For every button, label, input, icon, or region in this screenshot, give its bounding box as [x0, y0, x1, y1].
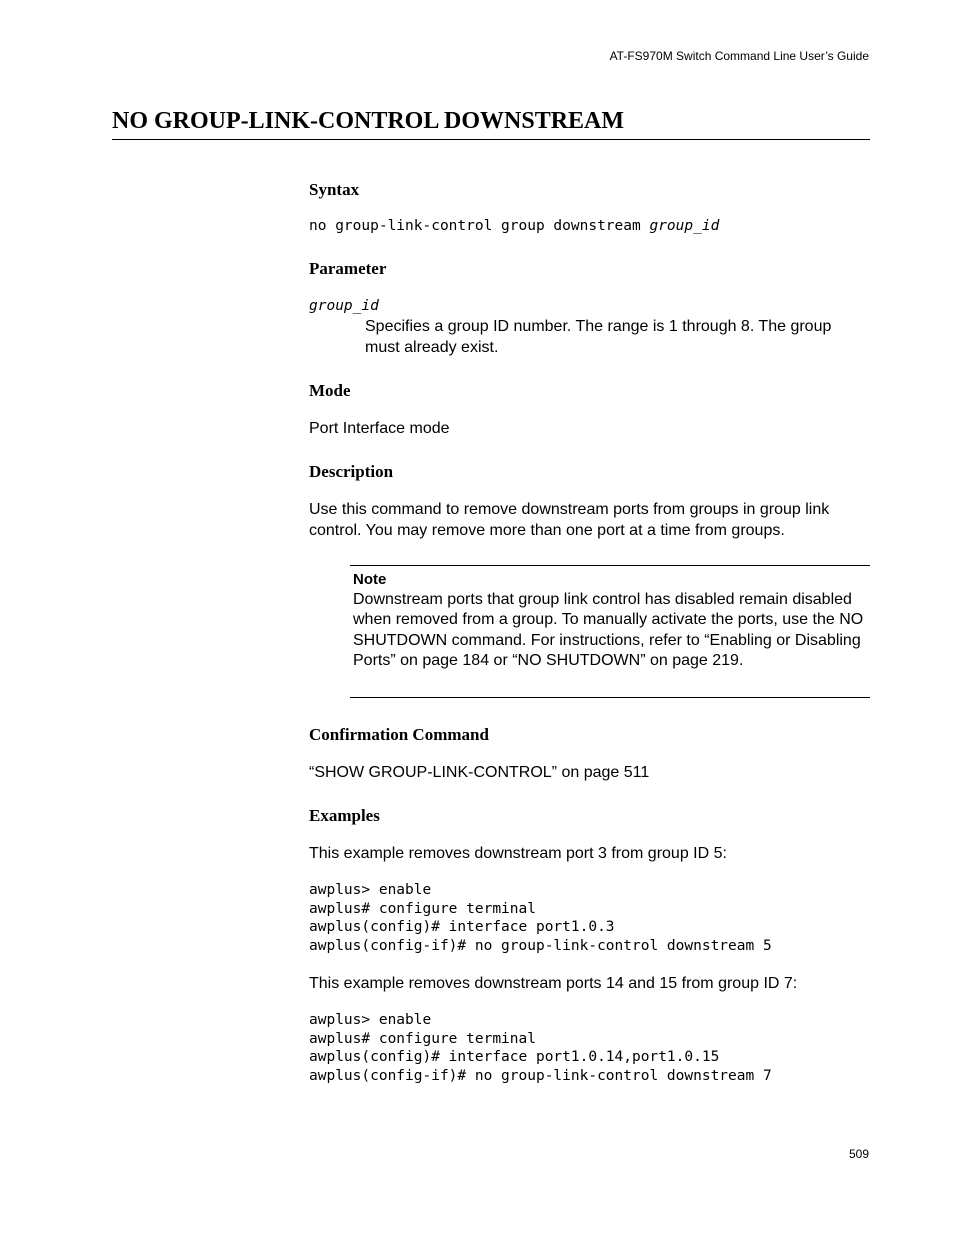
confirmation-link[interactable]: “SHOW GROUP-LINK-CONTROL” on page 511 — [309, 764, 650, 781]
description-heading: Description — [309, 462, 394, 481]
syntax-argument: group_id — [649, 218, 720, 234]
note-text: Downstream ports that group link control has disabled remain disabled when removed from a group. To manually activate the ports, use the NO SHUTDOWN command. For instructions, refer to “Enabling or Disabling Ports” on page 184 or “NO SHUTDOWN” on page 219. — [353, 591, 864, 669]
mode-heading: Mode — [309, 381, 351, 400]
running-header: AT-FS970M Switch Command Line User’s Guide — [609, 49, 869, 63]
parameter-name — [309, 297, 379, 316]
example-1-intro: This example removes downstream port 3 from group ID 5: — [309, 845, 727, 862]
description-text: Use this command to remove downstream ports from groups in group link control. You may remove more than one port at a time from groups. — [309, 501, 830, 539]
syntax-command-text: no group-link-control group downstream — [309, 218, 650, 234]
examples-heading: Examples — [309, 806, 380, 825]
parameter-description: Specifies a group ID number. The range is 1 through 8. The group must already exist. — [365, 318, 832, 356]
example-2-intro: This example removes downstream ports 14 and 15 from group ID 7: — [309, 975, 798, 992]
mode-text: Port Interface mode — [309, 420, 450, 437]
page-title: NO GROUP-LINK-CONTROL DOWNSTREAM — [112, 107, 870, 140]
parameter-heading: Parameter — [309, 259, 387, 278]
example-1-code: awplus> enable awplus# configure terminal awplus(config)# interface port1.0.3 awplus(config-if)# no group-link-control downstream 5 — [309, 882, 772, 955]
syntax-command — [309, 217, 719, 236]
syntax-heading: Syntax — [309, 180, 360, 199]
note-label: Note — [353, 571, 387, 588]
example-2-code: awplus> enable awplus# configure terminal awplus(config)# interface port1.0.14,port1.0.15 awplus(config-if)# no group-link-control downstream 7 — [309, 1012, 772, 1085]
confirmation-heading: Confirmation Command — [309, 725, 489, 744]
page-number: 509 — [848, 1147, 869, 1161]
parameter-name-text: group_id — [309, 298, 379, 314]
note-box — [350, 565, 870, 698]
